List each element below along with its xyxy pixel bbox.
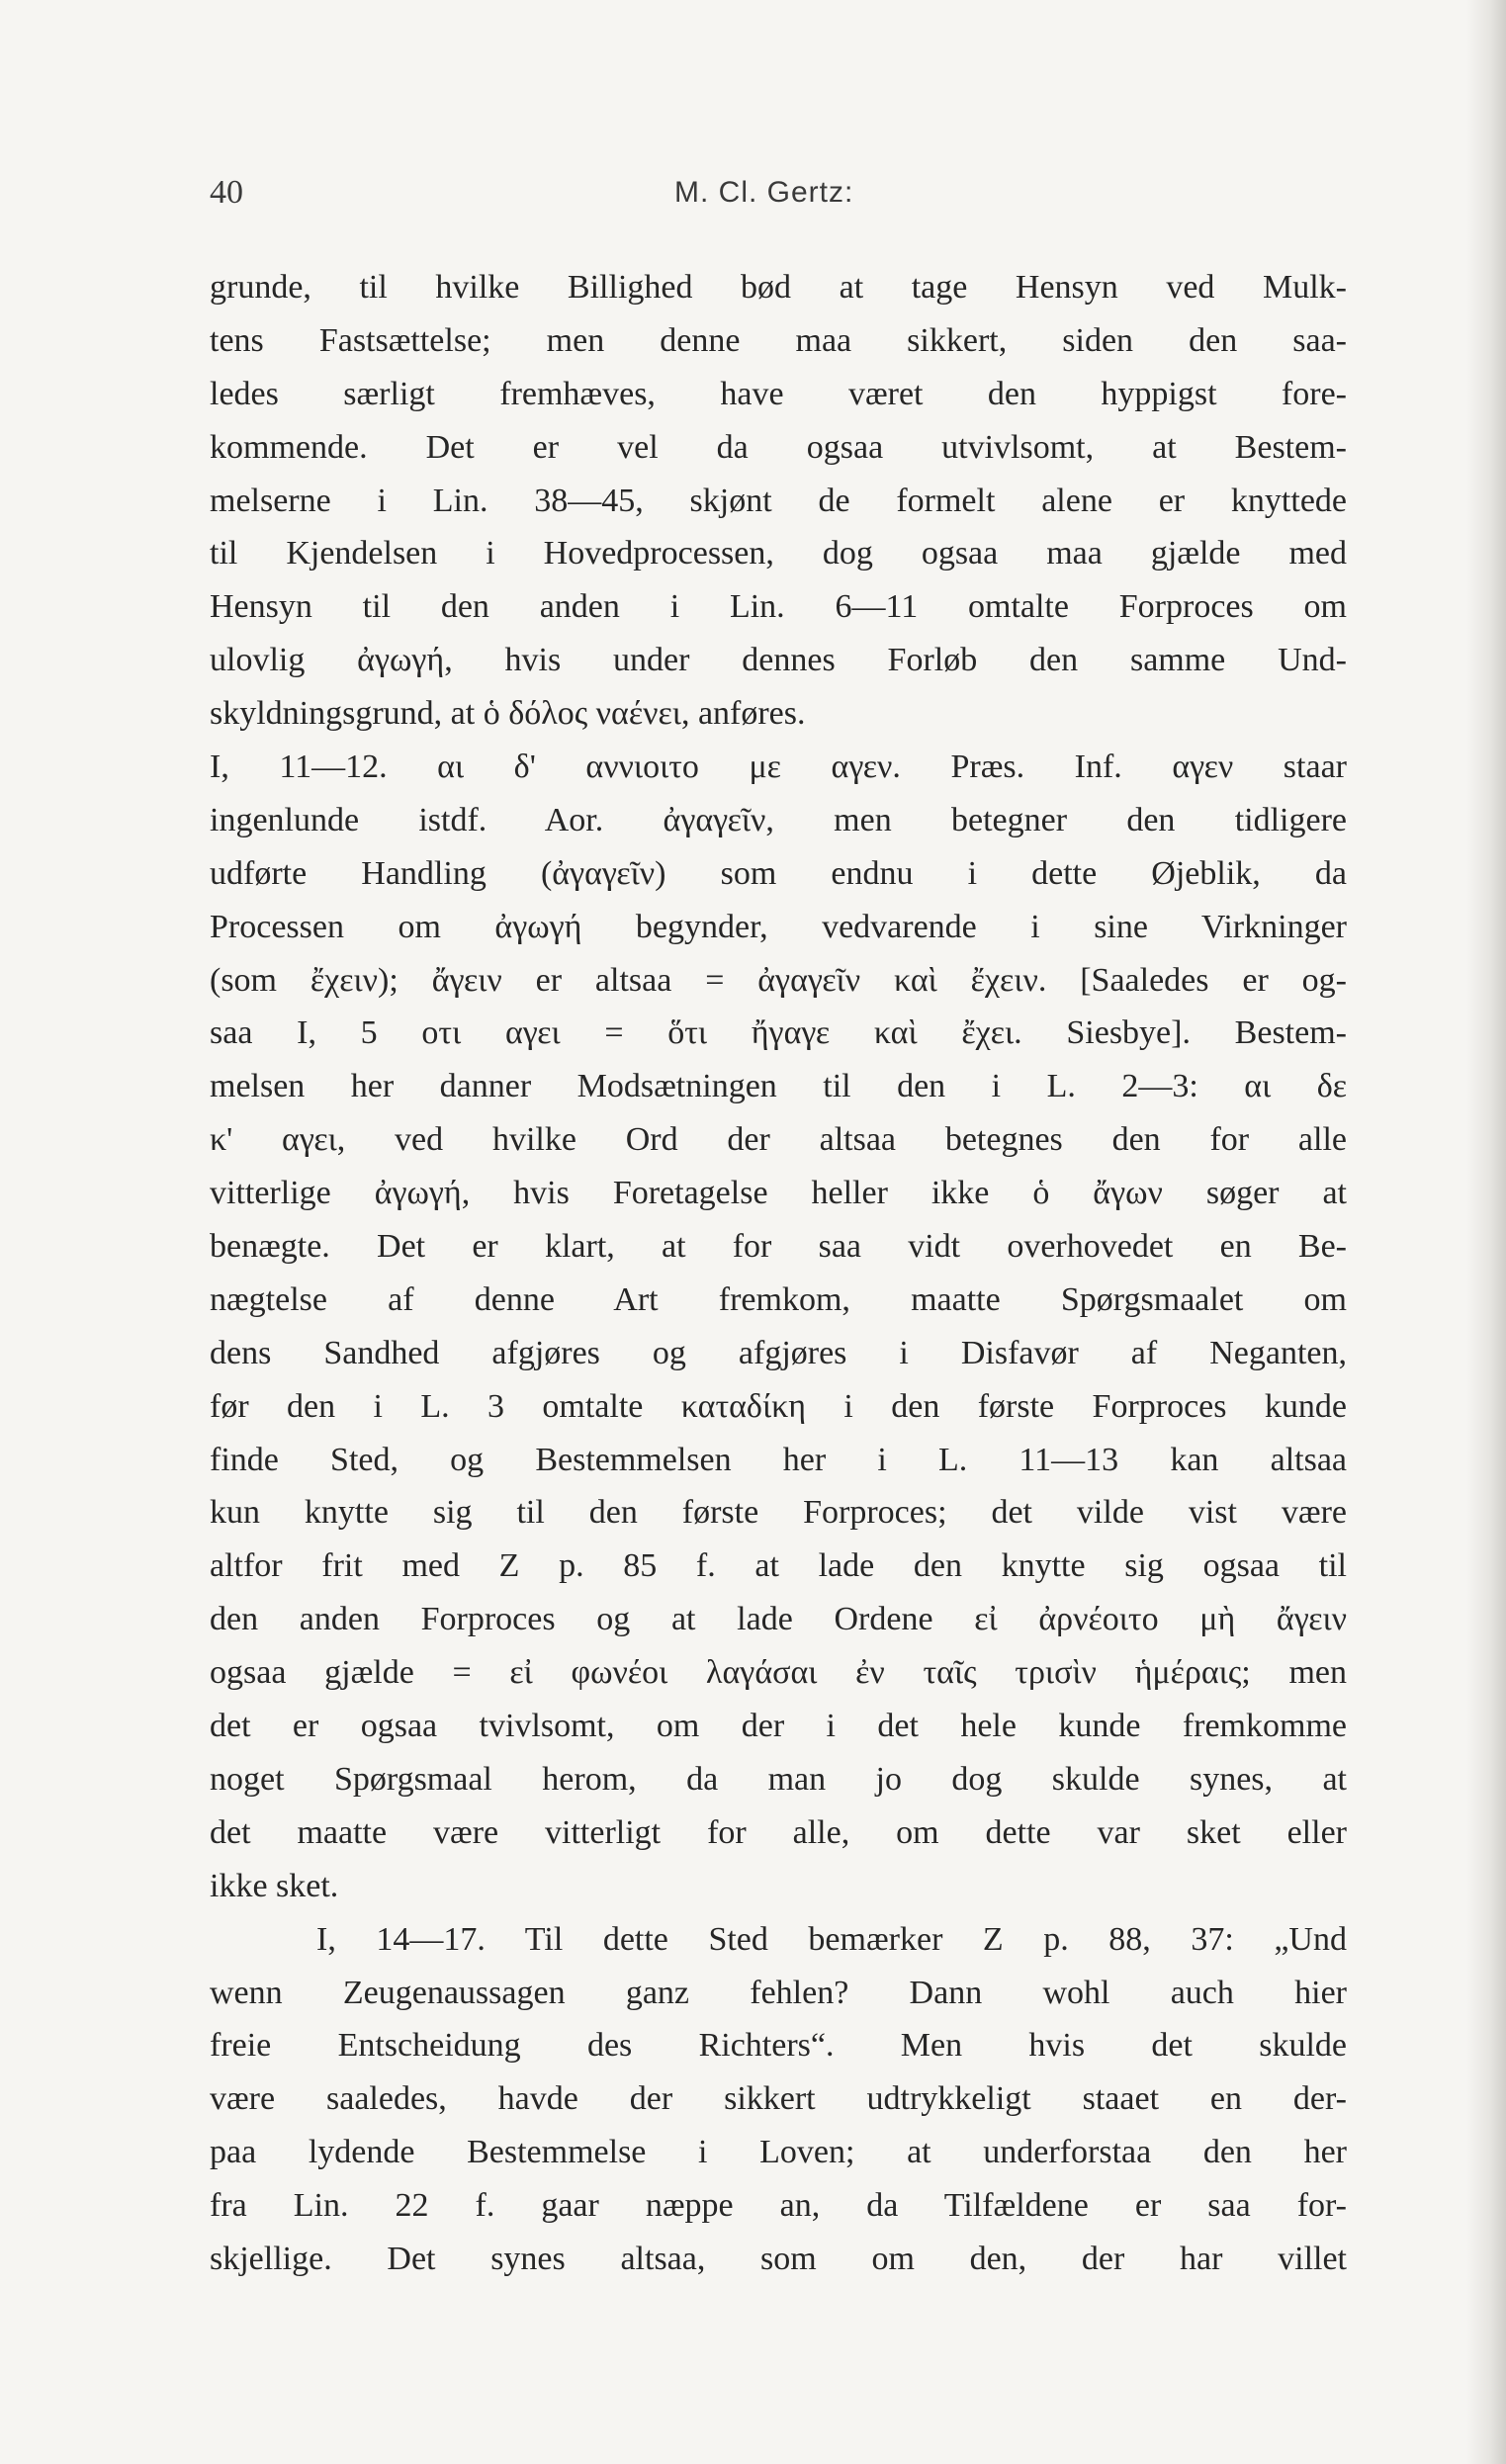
text-line: vitterlige ἀγωγή, hvis Foretagelse heller ikke ὁ ἄγων søger at <box>210 1175 1347 1212</box>
text-line: wenn Zeugenaussagen ganz fehlen? Dann wohl auch hier <box>210 1974 1347 2011</box>
text-line: altfor frit med Z p. 85 f. at lade den knytte sig ogsaa til <box>210 1547 1347 1585</box>
text-line: ikke sket. <box>210 1867 339 1904</box>
text-line: freie Entscheidung des Richters“. Men hvis det skulde <box>210 2027 1347 2065</box>
page-header <box>210 174 1347 223</box>
running-head: M. Cl. Gertz: <box>674 176 854 209</box>
text-line: til Kjendelsen i Hovedprocessen, dog ogsaa maa gjælde med <box>210 535 1347 572</box>
page-number: 40 <box>210 174 243 211</box>
page-edge-shadow <box>1466 0 1506 2464</box>
text-line: (som ἔχειν); ἄγειν er altsaa = ἀγαγεῖν καὶ ἔχειν. [Saaledes er og- <box>210 961 1347 999</box>
text-line: udførte Handling (ἀγαγεῖν) som endnu i dette Øjeblik, da <box>210 854 1347 892</box>
text-line: melserne i Lin. 38—45, skjønt de formelt alene er knyttede <box>210 482 1347 519</box>
text-line: kommende. Det er vel da ogsaa utvivlsomt, at Bestem- <box>210 428 1347 466</box>
text-line: tens Fastsættelse; men denne maa sikkert, siden den saa- <box>210 321 1347 359</box>
text-line: Processen om ἀγωγή begynder, vedvarende i sine Virkninger <box>210 908 1347 945</box>
text-line: kun knytte sig til den første Forproces; det vilde vist være <box>210 1494 1347 1532</box>
text-line: ogsaa gjælde = εἰ φωνέοι λαγάσαι ἐν ταῖς τρισὶν ἡμέραις; men <box>210 1654 1347 1692</box>
text-line: det er ogsaa tvivlsomt, om der i det hele kunde fremkomme <box>210 1708 1347 1745</box>
body-text <box>210 261 1347 2286</box>
text-line: den anden Forproces og at lade Ordene εἰ ἀρνέοιτο μὴ ἄγειν <box>210 1601 1347 1638</box>
text-line: ulovlig ἀγωγή, hvis under dennes Forløb den samme Und- <box>210 642 1347 679</box>
text-line: skjellige. Det synes altsaa, som om den, der har villet <box>210 2240 1347 2277</box>
text-line: Hensyn til den anden i Lin. 6—11 omtalte Forproces om <box>210 588 1347 626</box>
text-line: fra Lin. 22 f. gaar næppe an, da Tilfældene er saa for- <box>210 2187 1347 2225</box>
text-line: noget Spørgsmaal herom, da man jo dog skulde synes, at <box>210 1760 1347 1798</box>
text-line: benægte. Det er klart, at for saa vidt overhovedet en Be- <box>210 1228 1347 1266</box>
text-line: κ' αγει, ved hvilke Ord der altsaa betegnes den for alle <box>210 1121 1347 1159</box>
text-line: finde Sted, og Bestemmelsen her i L. 11—13 kan altsaa <box>210 1441 1347 1478</box>
text-line: saa I, 5 οτι αγει = ὅτι ἤγαγε καὶ ἔχει. Siesbye]. Bestem- <box>210 1014 1347 1052</box>
text-line: melsen her danner Modsætningen til den i L. 2—3: αι δε <box>210 1068 1347 1105</box>
text-line: dens Sandhed afgjøres og afgjøres i Disfavør af Neganten, <box>210 1334 1347 1371</box>
text-line: før den i L. 3 omtalte καταδίκη i den første Forproces kunde <box>210 1387 1347 1425</box>
text-line: I, 11—12. αι δ' αννιοιτο με αγεν. Præs. Inf. αγεν staar <box>210 748 1347 786</box>
text-line: grunde, til hvilke Billighed bød at tage Hensyn ved Mulk- <box>210 269 1347 306</box>
text-line: I, 14—17. Til dette Sted bemærker Z p. 88, 37: „Und <box>316 1920 1347 1958</box>
text-line: nægtelse af denne Art fremkom, maatte Spørgsmaalet om <box>210 1280 1347 1318</box>
text-line: være saaledes, havde der sikkert udtrykkeligt staaet en der- <box>210 2080 1347 2118</box>
text-line: ledes særligt fremhæves, have været den hyppigst fore- <box>210 375 1347 412</box>
text-line: paa lydende Bestemmelse i Loven; at underforstaa den her <box>210 2134 1347 2171</box>
text-line: det maatte være vitterligt for alle, om dette var sket eller <box>210 1813 1347 1851</box>
text-line: ingenlunde istdf. Aor. ἀγαγεῖν, men betegner den tidligere <box>210 801 1347 838</box>
text-line: skyldningsgrund, at ὁ δόλος ναένει, anføres. <box>210 695 806 733</box>
